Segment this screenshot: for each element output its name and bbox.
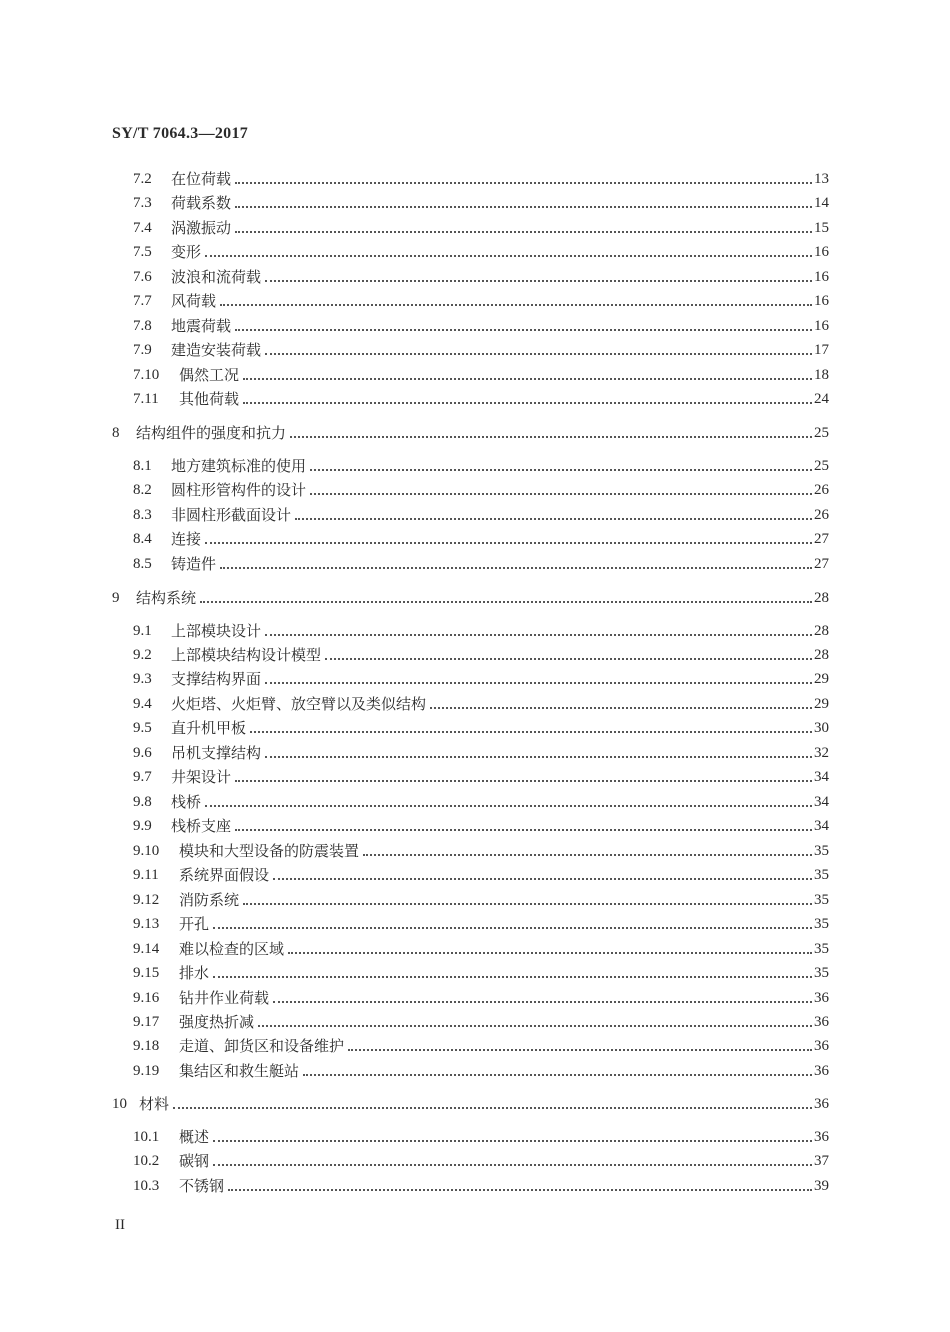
dot-leader [290,436,812,438]
toc-entry-title: 火炬塔、火炬臂、放空臂以及类似结构 [171,695,427,713]
toc-entry[interactable] [133,479,829,501]
toc-entry-number: 8.5 [133,556,152,572]
toc-entry[interactable] [112,422,829,444]
dot-leader [205,255,812,257]
dot-leader [303,1074,812,1076]
toc-entry-number: 8.1 [133,458,152,474]
toc-entry[interactable] [133,766,829,788]
toc-entry[interactable] [133,864,829,886]
toc-entry[interactable] [133,1175,829,1197]
toc-entry-title: 难以检查的区域 [179,940,285,958]
toc-entry-number: 9.3 [133,671,152,687]
toc-entry-title: 不锈钢 [179,1177,225,1195]
toc-entry-number: 9.15 [133,965,160,981]
dot-leader [213,1164,812,1166]
toc-entry-title: 偶然工况 [179,366,240,384]
toc-entry-page: 18 [814,367,829,383]
toc-entry[interactable] [133,1060,829,1082]
toc-entry-title: 结构系统 [136,589,197,607]
toc-entry[interactable] [133,192,829,214]
toc-entry-page: 28 [814,647,829,663]
toc-entry-title: 直升机甲板 [171,719,247,737]
toc-entry-number: 9.13 [133,916,160,932]
dot-leader [235,231,812,233]
toc-entry-title: 波浪和流荷载 [171,268,262,286]
toc-entry[interactable] [133,840,829,862]
toc-entry-number: 9.5 [133,720,152,736]
toc-entry-page: 32 [814,745,829,761]
toc-entry[interactable] [133,1011,829,1033]
dot-leader [235,182,812,184]
toc-entry-page: 29 [814,696,829,712]
dot-leader [265,353,812,355]
toc-entry-title: 变形 [171,243,202,261]
toc-entry-page: 35 [814,916,829,932]
toc-entry-page: 35 [814,965,829,981]
toc-entry-title: 涡激振动 [171,219,232,237]
toc-entry-number: 7.2 [133,171,152,187]
toc-entry-title: 在位荷载 [171,170,232,188]
toc-entry-page: 34 [814,818,829,834]
toc-entry[interactable] [133,1150,829,1172]
toc-entry-title: 上部模块结构设计模型 [171,646,322,664]
dot-leader [205,805,812,807]
toc-entry-page: 16 [814,244,829,260]
dot-leader [325,658,812,660]
toc-entry[interactable] [133,388,829,410]
toc-entry-number: 9.16 [133,990,160,1006]
toc-entry-number: 7.3 [133,195,152,211]
toc-entry-page: 14 [814,195,829,211]
dot-leader [430,707,812,709]
toc-entry[interactable] [133,168,829,190]
toc-entry-number: 8.4 [133,531,152,547]
dot-leader [200,601,812,603]
dot-leader [235,329,812,331]
dot-leader [258,1025,812,1027]
toc-entry[interactable] [133,815,829,837]
dot-leader [213,927,812,929]
toc-entry-title: 消防系统 [179,891,240,909]
toc-entry-title: 地震荷载 [171,317,232,335]
toc-entry-page: 25 [814,458,829,474]
toc-entry-title: 模块和大型设备的防震装置 [179,842,360,860]
dot-leader [235,780,812,782]
toc-entry-number: 7.7 [133,293,152,309]
toc-entry-number: 7.4 [133,220,152,236]
toc-entry[interactable] [133,504,829,526]
toc-entry-page: 35 [814,941,829,957]
toc-entry-number: 7.10 [133,367,160,383]
dot-leader [213,1140,812,1142]
toc-entry-number: 9.14 [133,941,160,957]
toc-entry-title: 吊机支撑结构 [171,744,262,762]
toc-entry-page: 24 [814,391,829,407]
dot-leader [265,280,812,282]
dot-leader [220,567,812,569]
toc-entry-number: 8.2 [133,482,152,498]
dot-leader [265,634,812,636]
toc-entry[interactable] [133,241,829,263]
toc-entry-title: 材料 [139,1095,170,1113]
toc-entry-title: 走道、卸货区和设备维护 [179,1037,345,1055]
toc-entry-number: 9.12 [133,892,160,908]
toc-entry-number: 7.6 [133,269,152,285]
toc-entry-number: 7.8 [133,318,152,334]
toc-entry-title: 系统界面假设 [179,866,270,884]
dot-leader [235,206,812,208]
toc-entry-title: 上部模块设计 [171,622,262,640]
toc-entry-page: 34 [814,794,829,810]
toc-entry-title: 连接 [171,530,202,548]
dot-leader [288,952,812,954]
dot-leader [235,829,812,831]
toc-entry[interactable] [112,1093,829,1115]
dot-leader [243,378,812,380]
toc-entry-title: 开孔 [179,915,210,933]
toc-entry-page: 27 [814,556,829,572]
dot-leader [363,854,812,856]
toc-entry-page: 28 [814,623,829,639]
toc-entry[interactable] [133,315,829,337]
toc-entry-title: 圆柱形管构件的设计 [171,481,307,499]
toc-entry[interactable] [133,987,829,1009]
toc-entry-page: 25 [814,425,829,441]
toc-entry-title: 栈桥 [171,793,202,811]
toc-entry[interactable] [133,528,829,550]
toc-entry-page: 37 [814,1153,829,1169]
toc-entry-page: 30 [814,720,829,736]
toc-entry-number: 9.7 [133,769,152,785]
toc-entry-number: 9.8 [133,794,152,810]
toc-entry-number: 8.3 [133,507,152,523]
dot-leader [310,469,812,471]
toc-entry-number: 7.5 [133,244,152,260]
dot-leader [228,1189,812,1191]
dot-leader [310,493,812,495]
dot-leader [273,1001,812,1003]
toc-entry-number: 9.10 [133,843,160,859]
toc-entry-number: 9.18 [133,1038,160,1054]
toc-entry-title: 井架设计 [171,768,232,786]
toc-entry-number: 9.4 [133,696,152,712]
toc-entry-page: 36 [814,1014,829,1030]
toc-entry-number: 10.3 [133,1178,160,1194]
toc-entry-title: 地方建筑标准的使用 [171,457,307,475]
toc-entry-number: 9.9 [133,818,152,834]
toc-entry-number: 8 [112,425,120,441]
toc-entry-page: 28 [814,590,829,606]
toc-entry[interactable] [133,644,829,666]
dot-leader [348,1049,812,1051]
toc-entry-title: 集结区和救生艇站 [179,1062,300,1080]
document-code: SY/T 7064.3—2017 [112,125,249,142]
toc-entry[interactable] [133,620,829,642]
dot-leader [295,518,812,520]
toc-entry[interactable] [133,1035,829,1057]
dot-leader [265,756,812,758]
toc-entry-page: 34 [814,769,829,785]
toc-entry-number: 10.1 [133,1129,160,1145]
toc-entry-page: 13 [814,171,829,187]
toc-entry[interactable] [133,962,829,984]
toc-entry[interactable] [112,587,829,609]
toc-entry[interactable] [133,266,829,288]
toc-entry-number: 10.2 [133,1153,160,1169]
toc-entry-title: 铸造件 [171,555,217,573]
toc-entry-page: 29 [814,671,829,687]
toc-entry[interactable] [133,1126,829,1148]
toc-entry-page: 36 [814,1096,829,1112]
toc-entry-title: 其他荷载 [179,390,240,408]
toc-entry-number: 9.6 [133,745,152,761]
toc-entry[interactable] [133,553,829,575]
toc-entry-page: 35 [814,892,829,908]
toc-entry-title: 支撑结构界面 [171,670,262,688]
toc-entry-number: 9.1 [133,623,152,639]
toc-entry-title: 概述 [179,1128,210,1146]
dot-leader [265,682,812,684]
toc-entry-number: 9.17 [133,1014,160,1030]
toc-entry-page: 39 [814,1178,829,1194]
toc-entry[interactable] [133,717,829,739]
toc-entry-page: 27 [814,531,829,547]
toc-entry-title: 非圆柱形截面设计 [171,506,292,524]
toc-entry-title: 结构组件的强度和抗力 [136,424,287,442]
toc-entry-title: 强度热折减 [179,1013,255,1031]
toc-entry-title: 栈桥支座 [171,817,232,835]
toc-entry-title: 碳钢 [179,1152,210,1170]
toc-entry-number: 7.9 [133,342,152,358]
toc-entry-number: 9.11 [133,867,159,883]
toc-entry[interactable] [133,455,829,477]
dot-leader [243,903,812,905]
toc-entry-page: 35 [814,867,829,883]
toc-entry[interactable] [133,290,829,312]
toc-entry[interactable] [133,913,829,935]
toc-entry-page: 36 [814,1129,829,1145]
toc-entry-page: 26 [814,482,829,498]
toc-entry[interactable] [133,339,829,361]
toc-entry-number: 7.11 [133,391,159,407]
toc-entry-title: 风荷载 [171,292,217,310]
toc-entry-page: 17 [814,342,829,358]
toc-entry-page: 36 [814,1063,829,1079]
toc-entry-page: 16 [814,269,829,285]
dot-leader [213,976,812,978]
dot-leader [205,542,812,544]
toc-entry-page: 35 [814,843,829,859]
toc-entry-page: 16 [814,293,829,309]
toc-entry-title: 排水 [179,964,210,982]
toc-entry-number: 10 [112,1096,127,1112]
toc-entry[interactable] [133,217,829,239]
toc-entry-number: 9.19 [133,1063,160,1079]
toc-entry-page: 16 [814,318,829,334]
dot-leader [173,1107,812,1109]
toc-entry-page: 15 [814,220,829,236]
toc-entry[interactable] [133,668,829,690]
toc-entry[interactable] [133,364,829,386]
toc-entry[interactable] [133,938,829,960]
toc-entry-number: 9 [112,590,120,606]
toc-entry-title: 建造安装荷载 [171,341,262,359]
toc-entry[interactable] [133,742,829,764]
toc-entry[interactable] [133,693,829,715]
dot-leader [273,878,812,880]
toc-entry-title: 荷载系数 [171,194,232,212]
toc-entry-title: 钻井作业荷载 [179,989,270,1007]
page-number: II [115,1217,125,1233]
toc-entry[interactable] [133,889,829,911]
toc-entry[interactable] [133,791,829,813]
toc-entry-number: 9.2 [133,647,152,663]
toc-entry-page: 36 [814,990,829,1006]
dot-leader [250,731,812,733]
dot-leader [220,304,812,306]
toc-entry-page: 36 [814,1038,829,1054]
toc-entry-page: 26 [814,507,829,523]
dot-leader [243,402,812,404]
